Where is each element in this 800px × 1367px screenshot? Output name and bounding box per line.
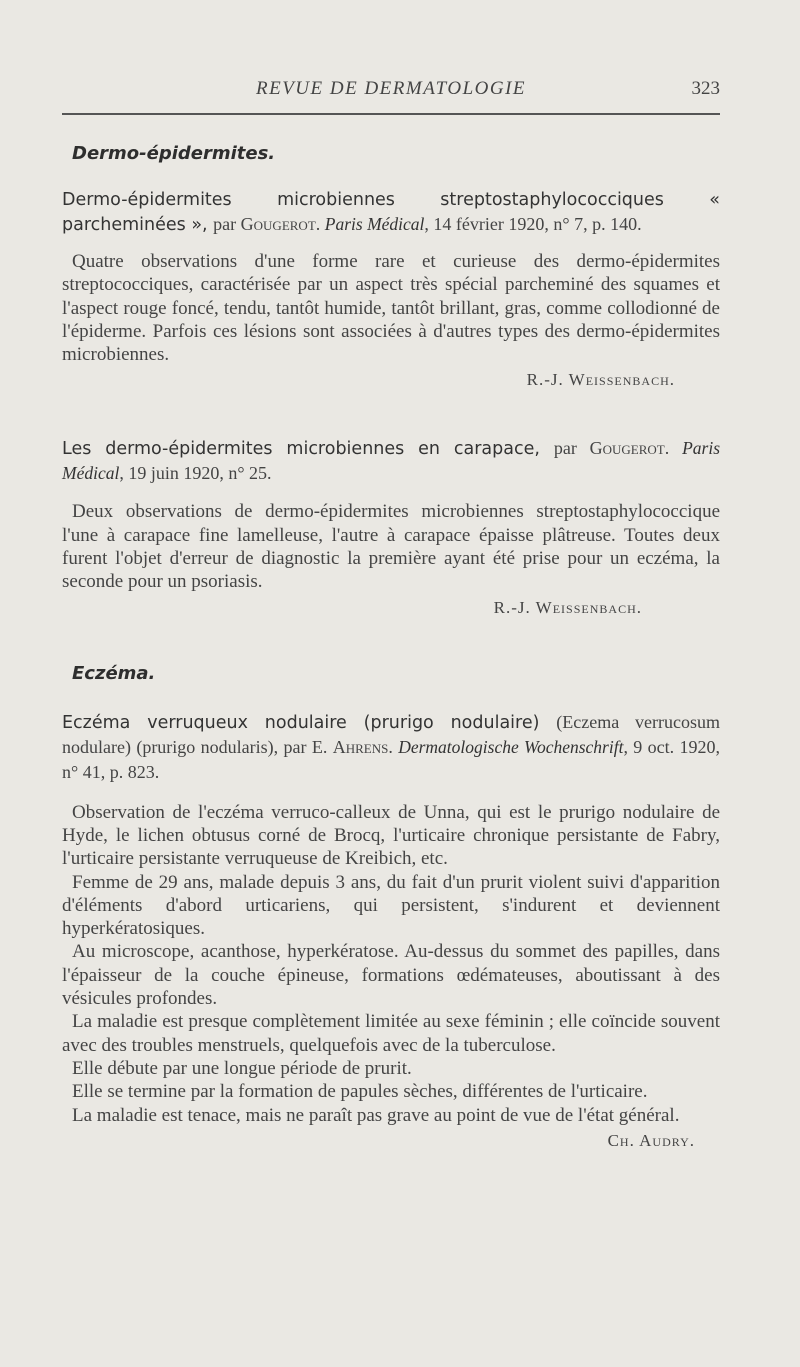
signature-2: R.-J. Weissenbach. xyxy=(493,597,642,617)
article-title: Les dermo-épidermites microbiennes en carapace, xyxy=(62,439,554,460)
section-heading-dermo: Dermo-épidermites. xyxy=(72,143,276,164)
article-author-ref: Gougerot xyxy=(589,438,665,459)
article-citation: , 9 oct. 1920, n° 41, p. 823. xyxy=(62,736,721,782)
article-body-1: Quatre observations d'une forme rare et curieuse des dermo-épidermites streptococciques, caractérisée par un aspect très spécial parcheminé des squames et l'aspect rouge foncé, tendu, tantôt humide, tantôt brillant, gras, comme collodionné de l'épiderme. Parfois ces lésions sont associées à d'autres types des dermo-épidermites microbiennes. xyxy=(62,251,720,366)
signature-1: R.-J. Weissenbach. xyxy=(526,370,675,390)
article-journal: Paris Médical xyxy=(324,214,425,234)
article-latin: (Eczema verrucosum nodulare) (prurigo nodularis), xyxy=(62,711,720,757)
paragraph: La maladie est presque complètement limitée au sexe féminin ; elle coïncide souvent avec des troubles menstruels, quelquefois avec de la tuberculose. xyxy=(62,1011,720,1056)
article-par: par E. xyxy=(283,736,333,757)
article-body-2: Deux observations de dermo-épidermites microbiennes streptostaphylococcique l'une à carapace fine lamelleuse, l'autre à carapace épaisse plâtreuse. Toutes deux furent l'objet d'erreur de diagnostic la première ayant été prise pour un eczéma, la seconde pour un psoriasis. xyxy=(62,501,720,593)
article-par: par xyxy=(213,214,241,234)
article-par: par xyxy=(553,438,590,459)
paragraph: Observation de l'eczéma verruco-calleux de Unna, qui est le prurigo nodulaire de Hyde, le lichen obtusus corné de Brocq, l'urticaire chronique persistante de Fabry, l'urticaire persistante verruqueuse de Kreibich, etc. xyxy=(62,801,720,870)
article-citation: , 14 février 1920, n° 7, p. 140. xyxy=(424,214,642,234)
article-title: Dermo-épidermites microbiennes streptostaphylococciques « parcheminées », xyxy=(62,190,720,235)
article-body-3 xyxy=(62,801,720,1127)
article-journal: Paris Médical xyxy=(62,438,721,484)
article-heading-2: Les dermo-épidermites microbiennes en carapace, par Gougerot. Paris Médical, 19 juin 1920, n° 25. xyxy=(62,438,721,484)
article-citation: , 19 juin 1920, n° 25. xyxy=(119,463,272,484)
article-author-ref: Gougerot xyxy=(240,214,316,234)
running-head xyxy=(62,78,720,102)
article-author-ref: Ahrens xyxy=(332,736,389,757)
running-title: REVUE DE DERMATOLOGIE xyxy=(255,78,527,99)
article-title: Eczéma verruqueux nodulaire (prurigo nodulaire) xyxy=(62,712,557,733)
paragraph: Femme de 29 ans, malade depuis 3 ans, du fait d'un prurit violent suivi d'apparition d'éléments d'abord urticariens, qui persistent, s'indurent et deviennent hyperkératosiques. xyxy=(62,871,720,940)
page-number: 323 xyxy=(691,78,720,99)
paragraph: Elle débute par une longue période de prurit. xyxy=(72,1057,412,1079)
paragraph: Au microscope, acanthose, hyperkératose. Au-dessus du sommet des papilles, dans l'épaisseur de la couche épineuse, formations œdémateuses, aboutissant à des vésicules profondes. xyxy=(62,941,720,1010)
section-heading-eczema: Eczéma. xyxy=(72,662,156,684)
article-journal: Dermatologische Wochenschrift xyxy=(398,736,624,757)
article-heading-1: Dermo-épidermites microbiennes streptostaphylococciques « parcheminées », par Gougerot. Paris Médical, 14 février 1920, n° 7, p. 140. xyxy=(62,190,720,235)
page-content xyxy=(62,140,720,1153)
article-heading-3: Eczéma verruqueux nodulaire (prurigo nodulaire) (Eczema verrucosum nodulare) (prurigo nodularis), par E. Ahrens. Dermatologische Wochenschrift, 9 oct. 1920, n° 41, p. 823. xyxy=(62,711,721,782)
signature-3: Ch. Audry. xyxy=(607,1130,695,1150)
paragraph: La maladie est tenace, mais ne paraît pas grave au point de vue de l'état général. xyxy=(72,1104,680,1126)
header-rule xyxy=(62,113,720,115)
paragraph: Elle se termine par la formation de papules sèches, différentes de l'urticaire. xyxy=(72,1081,648,1103)
